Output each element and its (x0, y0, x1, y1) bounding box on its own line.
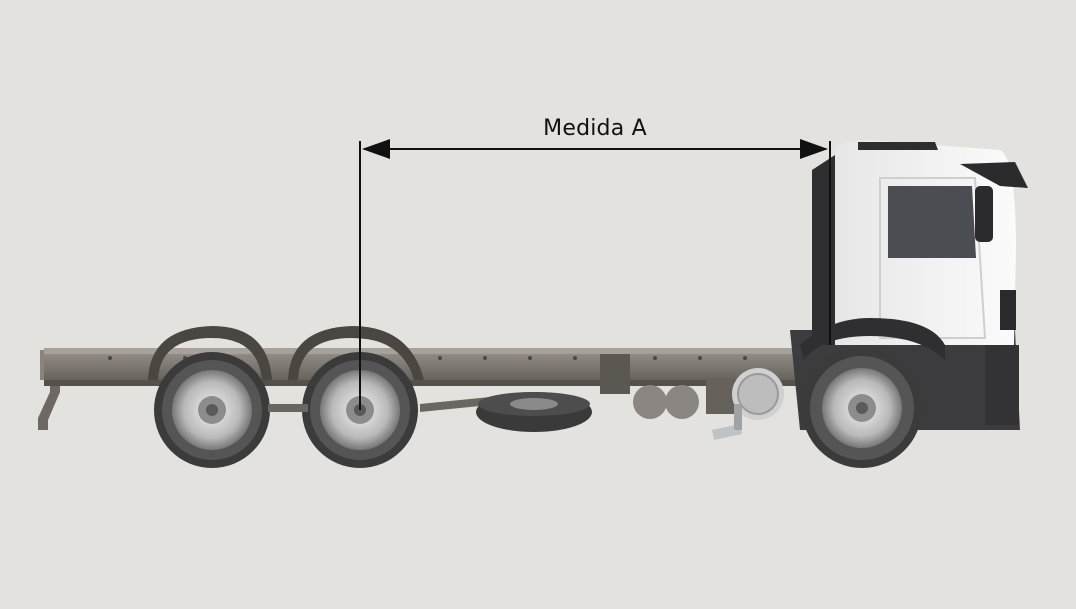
rear-wheel-1 (154, 352, 270, 468)
dimension-label: Medida A (543, 116, 647, 141)
front-wheel (802, 348, 922, 468)
spare-tire (476, 392, 592, 432)
axle-link (268, 404, 308, 412)
